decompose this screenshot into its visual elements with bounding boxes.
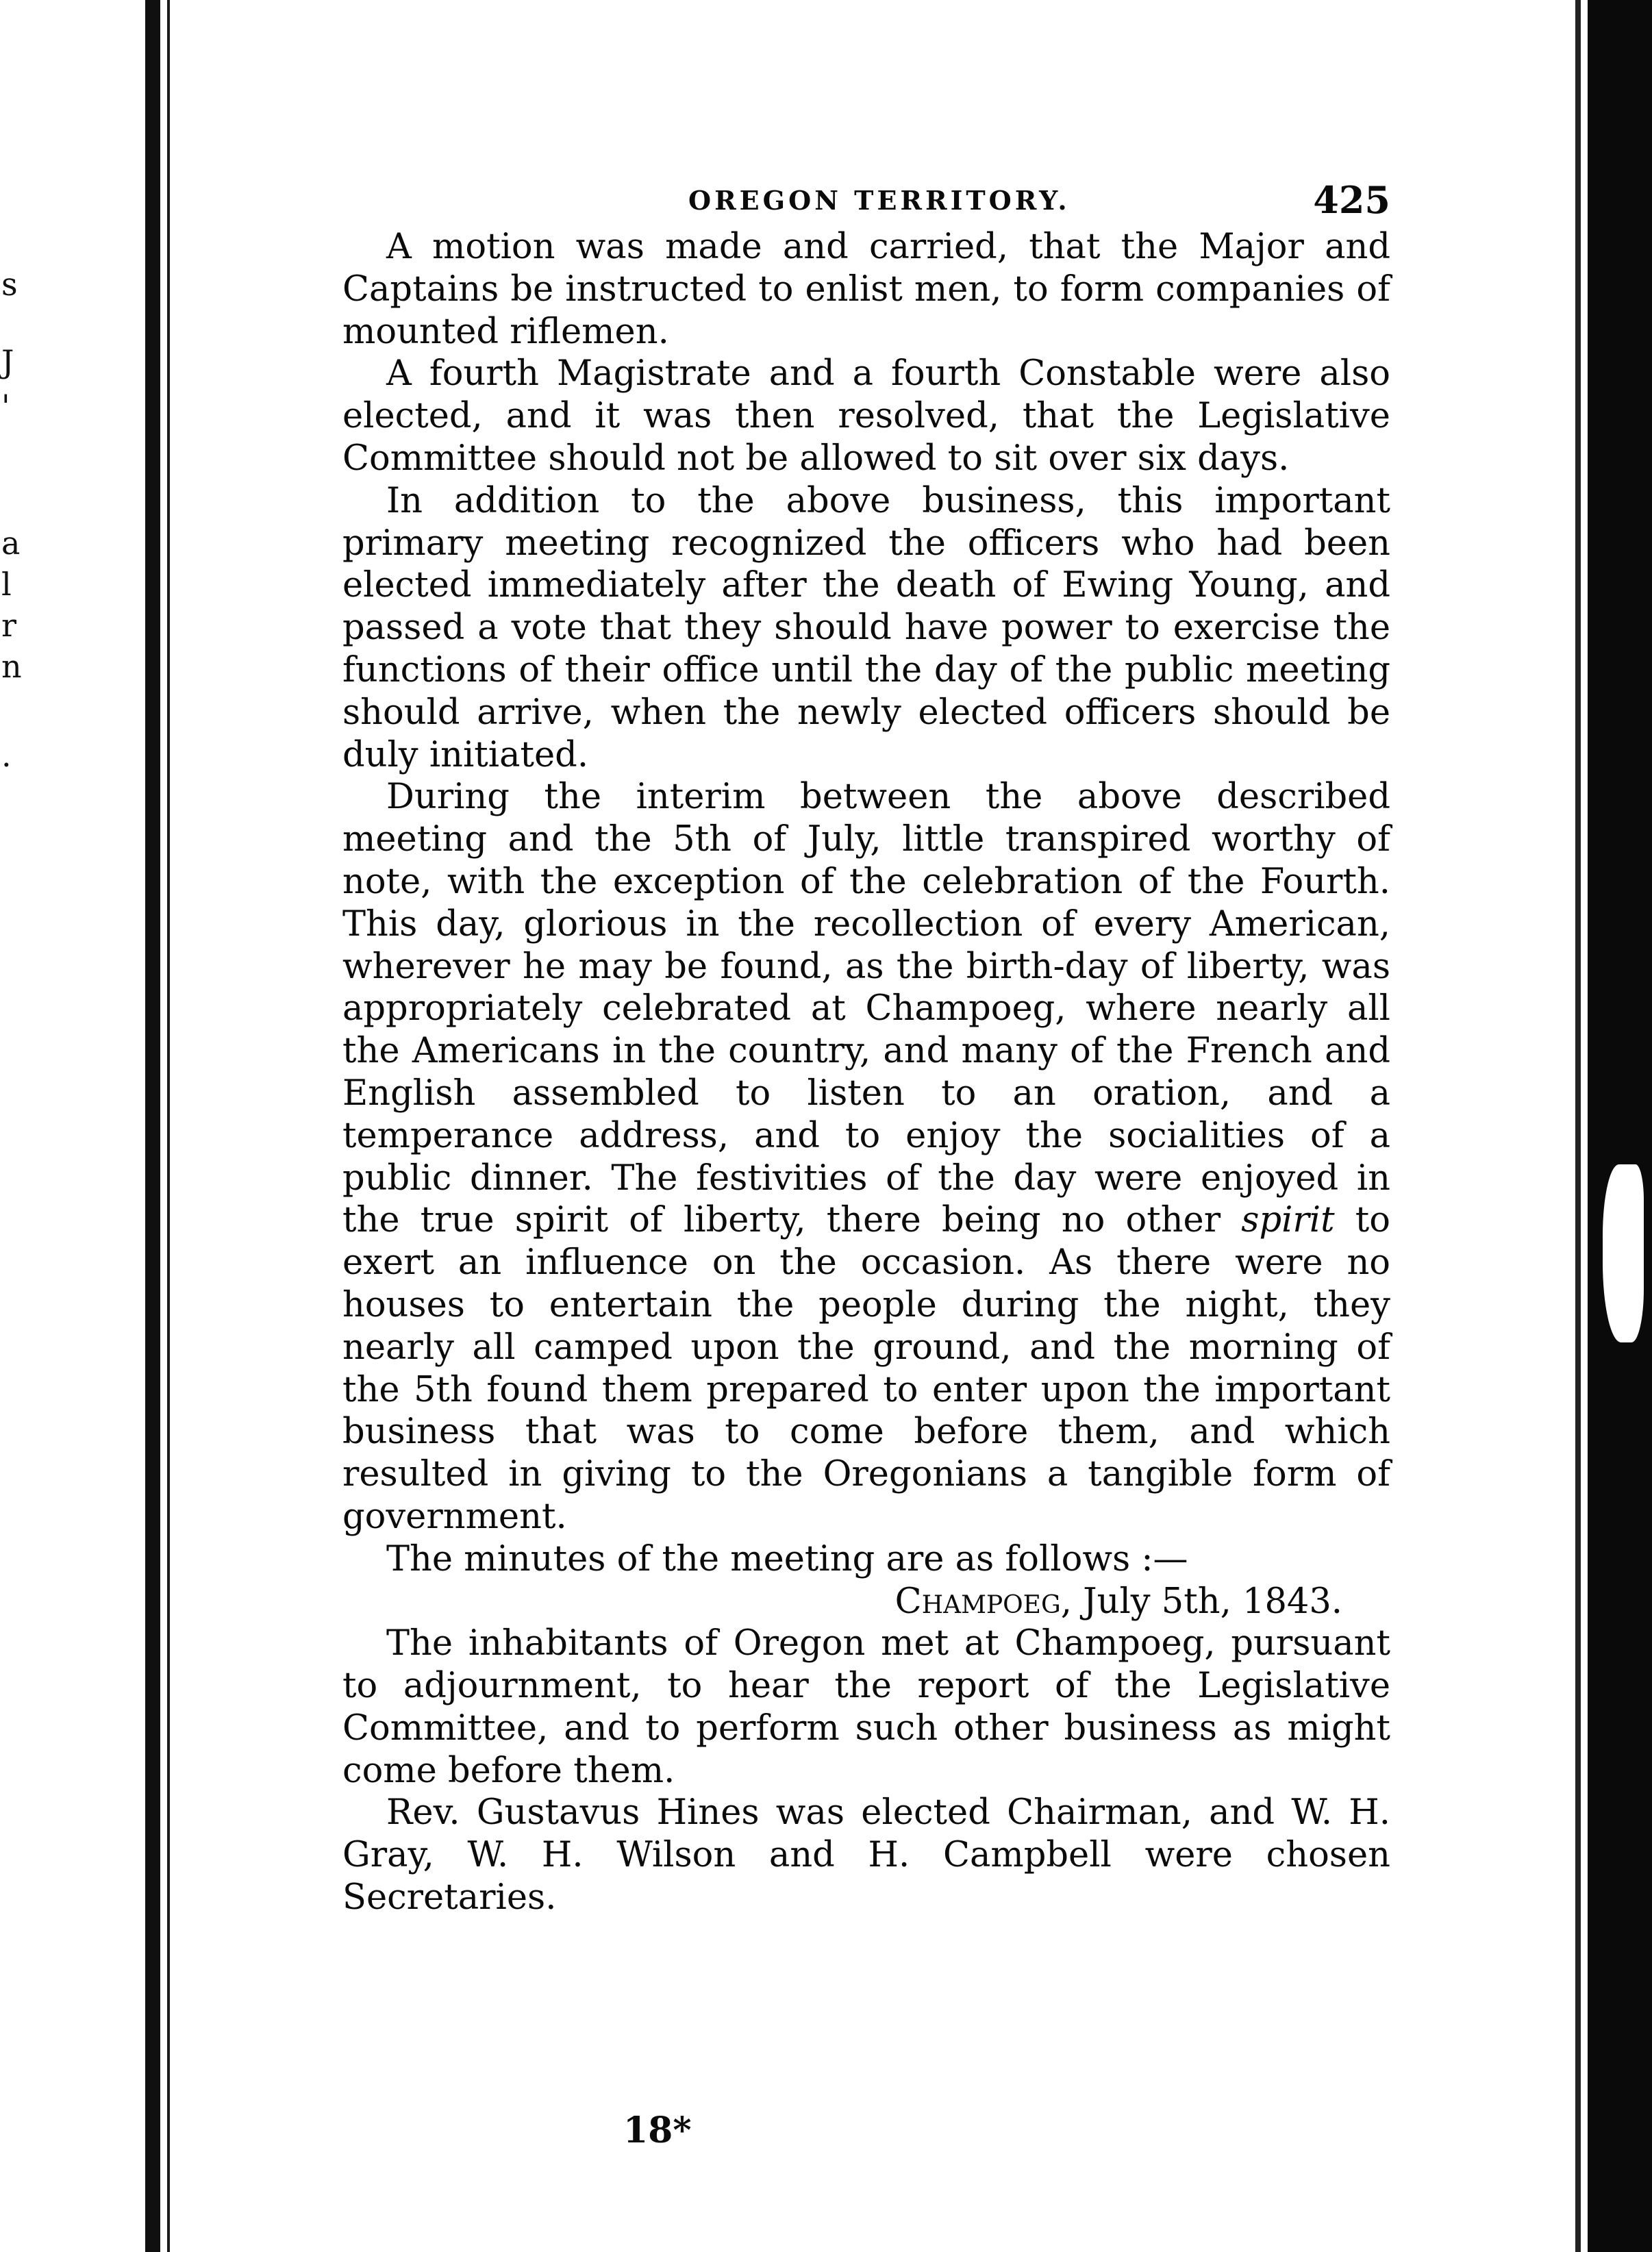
- left-page-fringe: [0, 0, 159, 2252]
- italic-word: spirit: [1241, 1200, 1335, 1241]
- signature-mark: 18*: [623, 2110, 692, 2151]
- book-edge: [1588, 0, 1652, 2252]
- fringe-char: .: [1, 737, 12, 774]
- page-number: 425: [1313, 178, 1390, 222]
- gutter-shadow: [145, 0, 160, 2252]
- dateline-date: July 5th, 1843.: [1083, 1581, 1342, 1622]
- dateline-place: Champoeg,: [894, 1581, 1072, 1622]
- book-edge-inner: [1575, 0, 1581, 2252]
- body-text: [342, 226, 1390, 1919]
- running-head: [342, 171, 1390, 226]
- page-text-block: [342, 171, 1390, 2151]
- paragraph-text: to exert an influence on the occasion. As there were no houses to entertain the people during the night, they nearly all camped upon the ground, and the morning of the 5th found them prepared to enter upon the important business that was to come before them, and which resulted in giving to the Oregonians a tangible form of government.: [342, 1200, 1390, 1537]
- fringe-char: r: [1, 607, 16, 644]
- gutter-line: [167, 0, 170, 2252]
- paragraph: The minutes of the meeting are as follows :—: [386, 1538, 1188, 1579]
- fringe-char: s: [1, 266, 18, 303]
- fringe-char: n: [1, 648, 22, 685]
- paragraph: The inhabitants of Oregon met at Champoeg, pursuant to adjournment, to hear the report of the Legislative Committee, and to perform such other business as might come before them.: [342, 1623, 1390, 1791]
- paragraph: In addition to the above business, this important primary meeting recognized the officers who had been elected immediately after the death of Ewing Young, and passed a vote that they should have power to exercise the functions of their office until the day of the public meeting should arrive, when the newly elected officers should be duly initiated.: [342, 480, 1390, 775]
- paragraph: Rev. Gustavus Hines was elected Chairman, and W. H. Gray, W. H. Wilson and H. Campbell were chosen Secretaries.: [342, 1792, 1390, 1918]
- paragraph: A motion was made and carried, that the Major and Captains be instructed to enlist men, to form companies of mounted riflemen.: [342, 227, 1390, 352]
- fringe-char: l: [1, 566, 12, 603]
- edge-tear: [1603, 1164, 1644, 1342]
- fringe-char: a: [1, 525, 21, 562]
- paragraph: [342, 776, 1390, 1538]
- fringe-char: J: [1, 343, 14, 380]
- running-head-title: OREGON TERRITORY.: [688, 185, 1071, 216]
- paragraph-text: During the interim between the above described meeting and the 5th of July, little transpired worthy of note, with the exception of the celebration of the Fourth. This day, glorious in the recollection of every American, wherever he may be found, as the birth-day of liberty, was appropriately celebrated at Champoeg, where nearly all the Americans in the country, and many of the French and English assembled to listen to an oration, and a temperance address, and to enjoy the socialities of a public dinner. The festivities of the day were enjoyed in the true spirit of liberty, there being no other: [342, 777, 1390, 1241]
- paragraph: A fourth Magistrate and a fourth Constable were also elected, and it was then resolved, that the Legislative Committee should not be allowed to sit over six days.: [342, 353, 1390, 479]
- fringe-char: ': [1, 388, 10, 425]
- dateline: [342, 1581, 1390, 1623]
